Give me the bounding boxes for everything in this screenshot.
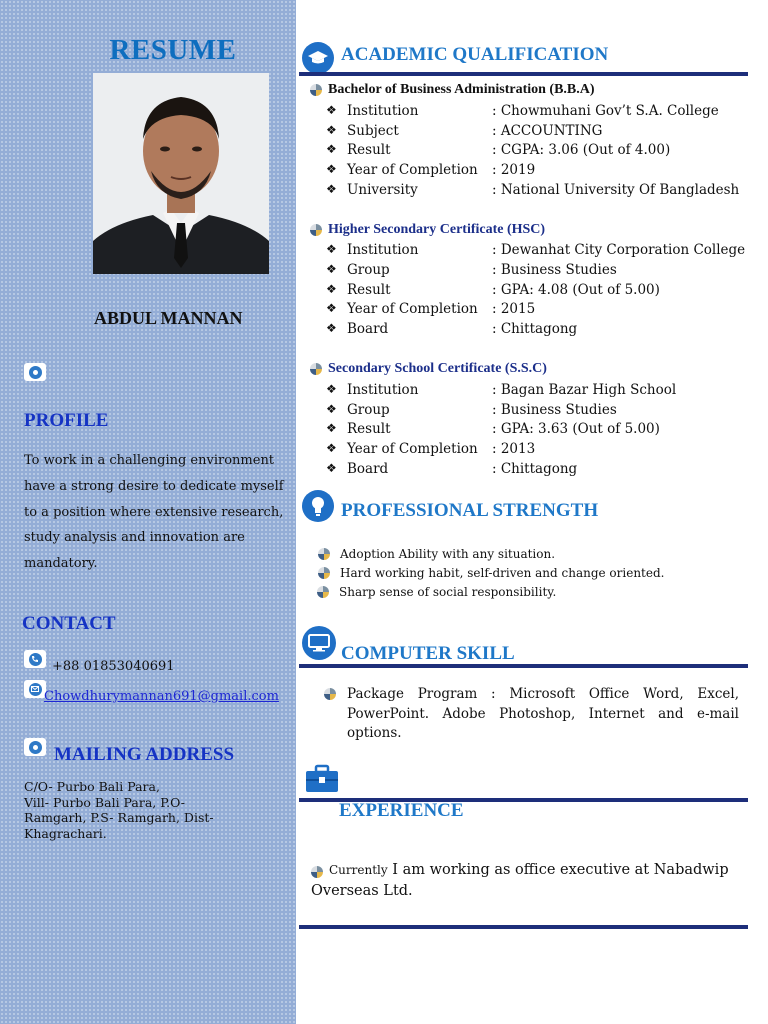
pie-bullet-icon <box>318 548 330 560</box>
detail-key: Year of Completion <box>347 441 478 457</box>
detail-value: : 2019 <box>492 162 536 178</box>
candidate-name: ABDUL MANNAN <box>94 308 243 328</box>
diamond-bullet-icon: ❖ <box>326 461 337 475</box>
diamond-bullet-icon: ❖ <box>326 282 337 296</box>
profile-heading: PROFILE <box>24 410 109 431</box>
degree-title: Higher Secondary Certificate (HSC) <box>328 222 546 237</box>
profile-text: To work in a challenging environment have a strong desire to dedicate myself to a position where extensive research, study analysis and innovation are mandatory. <box>24 453 284 572</box>
section-divider <box>299 925 748 929</box>
briefcase-icon <box>304 764 340 794</box>
academic-heading: ACADEMIC QUALIFICATION <box>341 44 609 65</box>
contact-heading: CONTACT <box>22 613 116 634</box>
detail-key: Board <box>347 461 389 477</box>
section-divider <box>299 72 748 76</box>
diamond-bullet-icon: ❖ <box>326 402 337 416</box>
professional-strength-heading: PROFESSIONAL STRENGTH <box>341 500 599 521</box>
address-line: Ramgarh, P.S- Ramgarh, Dist- <box>24 810 214 825</box>
detail-key: University <box>347 182 418 198</box>
pie-bullet-icon <box>318 567 330 579</box>
degree-bba <box>310 82 595 98</box>
degree-title: Secondary School Certificate (S.S.C) <box>328 361 547 376</box>
email-link[interactable]: Chowdhurymannan691@gmail.com <box>44 689 279 704</box>
degree-ssc <box>310 361 547 377</box>
phone-icon <box>24 650 46 668</box>
detail-value: : Dewanhat City Corporation College <box>492 242 746 258</box>
detail-value: : GPA: 4.08 (Out of 5.00) <box>492 282 660 298</box>
strength-item <box>318 547 555 561</box>
diamond-bullet-icon: ❖ <box>326 103 337 117</box>
pie-bullet-icon <box>324 688 336 700</box>
computer-skill-heading: COMPUTER SKILL <box>341 643 515 664</box>
mailing-address-heading: MAILING ADDRESS <box>54 744 235 765</box>
phone-number: +88 01853040691 <box>52 659 175 674</box>
detail-value: : GPA: 3.63 (Out of 5.00) <box>492 421 660 437</box>
detail-value: : Business Studies <box>492 402 617 418</box>
diamond-bullet-icon: ❖ <box>326 441 337 455</box>
detail-key: Result <box>347 421 391 437</box>
section-divider <box>299 664 748 668</box>
detail-key: Board <box>347 321 389 337</box>
location-pin-icon <box>24 738 46 756</box>
detail-key: Year of Completion <box>347 301 478 317</box>
skill-bullet <box>324 688 336 700</box>
diamond-bullet-icon: ❖ <box>326 262 337 276</box>
detail-value: : Chowmuhani Gov’t S.A. College <box>492 103 719 119</box>
address-line: C/O- Purbo Bali Para, <box>24 779 160 794</box>
detail-key: Result <box>347 282 391 298</box>
detail-key: Subject <box>347 123 399 139</box>
pie-bullet-icon <box>310 84 322 96</box>
diamond-bullet-icon: ❖ <box>326 162 337 176</box>
diamond-bullet-icon: ❖ <box>326 123 337 137</box>
experience-icon-frame <box>302 762 342 796</box>
strength-item <box>317 585 556 599</box>
detail-key: Group <box>347 402 390 418</box>
detail-key: Result <box>347 142 391 158</box>
diamond-bullet-icon: ❖ <box>326 382 337 396</box>
experience-description: I am working as office executive at Nabadwip Overseas Ltd. <box>311 862 729 899</box>
lightbulb-icon <box>302 490 334 522</box>
detail-value: : Business Studies <box>492 262 617 278</box>
strength-text: Sharp sense of social responsibility. <box>339 585 557 599</box>
degree-hsc <box>310 222 545 238</box>
profile-photo <box>93 73 269 274</box>
detail-key: Year of Completion <box>347 162 478 178</box>
graduation-cap-icon <box>302 42 334 74</box>
detail-value: : ACCOUNTING <box>492 123 603 139</box>
experience-lead: Currently <box>329 863 388 877</box>
detail-key: Group <box>347 262 390 278</box>
detail-value: : National University Of Bangladesh <box>492 182 740 198</box>
strength-text: Adoption Ability with any situation. <box>340 547 556 561</box>
pie-bullet-icon <box>317 586 329 598</box>
diamond-bullet-icon: ❖ <box>326 142 337 156</box>
email-icon <box>24 680 46 698</box>
diamond-bullet-icon: ❖ <box>326 182 337 196</box>
address-line: Khagrachari. <box>24 825 107 841</box>
computer-skill-text: Package Program : Microsoft Office Word, Excel, PowerPoint. Adobe Photoshop, Internet and e-mail options. <box>347 686 739 741</box>
pie-bullet-icon <box>310 224 322 236</box>
mailing-address <box>24 779 234 841</box>
strength-item <box>318 566 664 580</box>
pie-bullet-icon <box>310 363 322 375</box>
detail-key: Institution <box>347 242 419 258</box>
detail-value: : 2015 <box>492 301 536 317</box>
computer-monitor-icon <box>302 626 336 660</box>
detail-value: : Chittagong <box>492 321 578 337</box>
strength-text: Hard working habit, self-driven and change oriented. <box>340 566 665 580</box>
detail-value: : 2013 <box>492 441 536 457</box>
diamond-bullet-icon: ❖ <box>326 321 337 335</box>
diamond-bullet-icon: ❖ <box>326 421 337 435</box>
detail-key: Institution <box>347 103 419 119</box>
detail-value: : CGPA: 3.06 (Out of 4.00) <box>492 142 671 158</box>
detail-value: : Chittagong <box>492 461 578 477</box>
experience-text <box>311 860 741 902</box>
experience-heading: EXPERIENCE <box>339 800 464 821</box>
address-line: Vill- Purbo Bali Para, P.O- <box>24 794 185 810</box>
detail-value: : Bagan Bazar High School <box>492 382 677 398</box>
diamond-bullet-icon: ❖ <box>326 301 337 315</box>
degree-title: Bachelor of Business Administration (B.B.A) <box>328 82 595 97</box>
diamond-bullet-icon: ❖ <box>326 242 337 256</box>
detail-key: Institution <box>347 382 419 398</box>
resume-title: RESUME <box>109 34 237 66</box>
location-badge-icon <box>24 363 46 381</box>
